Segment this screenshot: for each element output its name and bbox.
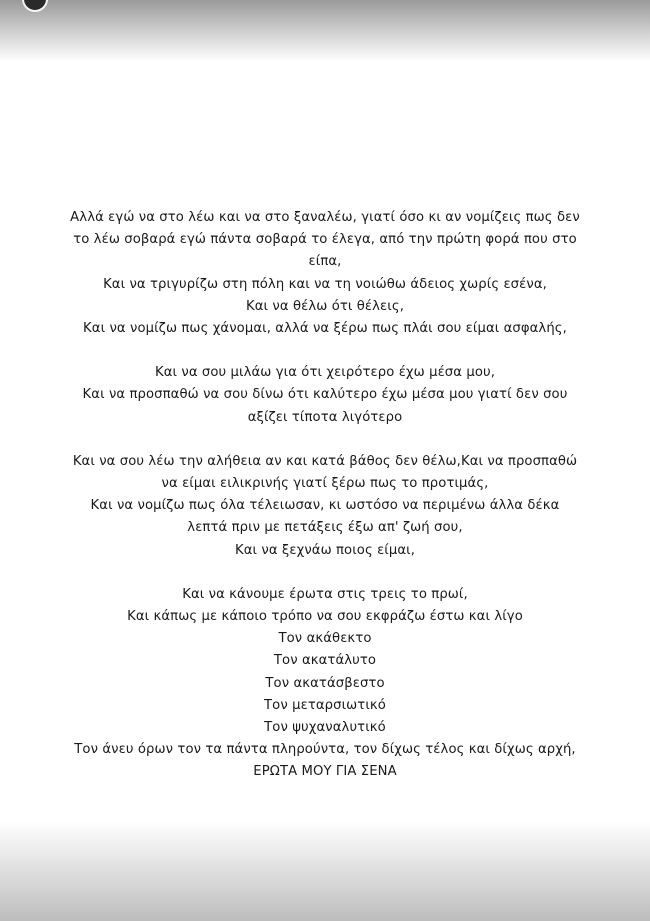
poem-line: Και να νομίζω πως όλα τέλειωσαν, κι ωστόσο να περιμένω άλλα δέκα xyxy=(90,498,560,514)
poem-line: Τον ψυχαναλυτικό xyxy=(264,720,386,736)
poem-line: Και να κάνουμε έρωτα στις τρεις το πρωί, xyxy=(182,586,468,602)
poem-line: Και να σου μιλάω για ότι χειρότερο έχω μέσα μου, xyxy=(154,365,496,381)
poem-line: Αλλά εγώ να στο λέω και να στο ξαναλέω, γιατί όσο κι αν νομίζεις πως δεν xyxy=(70,210,580,225)
poem-line: Και να σου λέω την αλήθεια αν και κατά βάθος δεν θέλω,Και να προσπαθώ xyxy=(72,453,578,469)
poem-line: Τον μεταρσιωτικό xyxy=(264,697,386,713)
poem-line: Και να θέλω ότι θέλεις, xyxy=(246,298,404,314)
poem-line: Και κάπως με κάποιο τρόπο να σου εκφράζω έστω και λίγο xyxy=(127,609,523,625)
poem-line: Και να προσπαθώ να σου δίνω ότι καλύτερο έχω μέσα μου γιατί δεν σου xyxy=(82,387,568,403)
poem-line: Και να τριγυρίζω στη πόλη και να τη νοιώθω άδειος χωρίς εσένα, xyxy=(103,276,547,292)
stanza-2 xyxy=(40,362,610,429)
poem-line: ΕΡΩΤΑ ΜΟΥ ΓΙΑ ΣΕΝΑ xyxy=(253,764,397,780)
poem-line: Τον ακάθεκτο xyxy=(278,631,372,647)
poem-line: Και να ξεχνάω ποιος είμαι, xyxy=(234,542,416,558)
bottom-gradient-overlay xyxy=(0,821,650,921)
poem-line: λεπτά πριν με πετάξεις έξω απ' ζωή σου, xyxy=(187,520,463,536)
poem-text xyxy=(40,207,610,784)
poem-line: Τον ακατάλυτο xyxy=(273,653,377,669)
stanza-4 xyxy=(40,584,610,784)
poem-line: το λέω σοβαρά εγώ πάντα σοβαρά το έλεγα, από την πρώτη φορά που στο xyxy=(73,232,577,248)
poem-line: είπα, xyxy=(308,254,342,270)
poem-line: Τον ακατάσβεστο xyxy=(265,675,385,691)
stanza-1 xyxy=(40,207,610,340)
poem-line: Και να νομίζω πως χάνομαι, αλλά να ξέρω πως πλάι σου είμαι ασφαλής, xyxy=(83,321,567,337)
poem-line: Τον άνευ όρων τον τα πάντα πληρούντα, τον δίχως τέλος και δίχως αρχή, xyxy=(74,742,576,758)
stanza-3 xyxy=(40,451,610,562)
top-gradient-overlay xyxy=(0,0,650,62)
poem-line: να είμαι ειλικρινής γιατί ξέρω πως το προτιμάς, xyxy=(161,476,489,492)
poem-line: αξίζει τίποτα λιγότερο xyxy=(247,409,403,425)
